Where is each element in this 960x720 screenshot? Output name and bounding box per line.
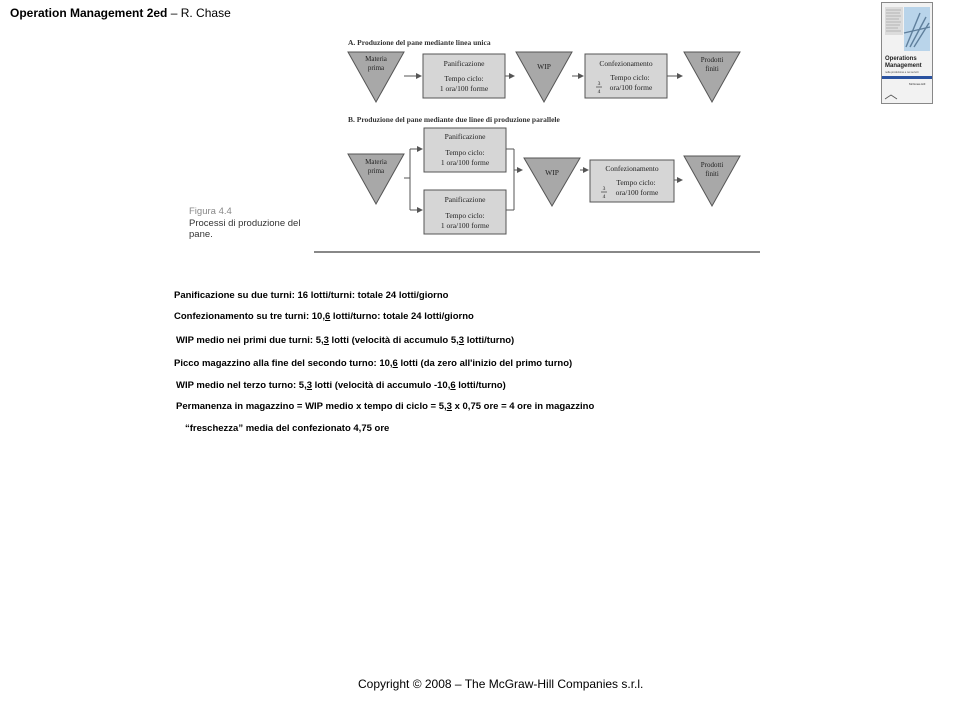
tempo-ciclo-label-b2: Tempo ciclo: xyxy=(445,211,485,220)
tempo-ciclo-label-b1: Tempo ciclo: xyxy=(445,148,485,157)
page-header-title xyxy=(10,6,231,20)
conf-fraction-num-b: 3 xyxy=(602,186,606,192)
note-freschezza xyxy=(185,423,389,434)
book-title-line1: Operations xyxy=(885,56,917,62)
note-3-b: lotti (velocità di accumulo 5, xyxy=(328,335,459,346)
prodotti-label-b-2: finiti xyxy=(705,170,719,178)
note-wip-terzo-turno xyxy=(176,380,506,391)
book-subtitle: nella produzione e nei servizi xyxy=(885,71,919,74)
materia-label-a-2: prima xyxy=(367,64,385,72)
note-permanenza xyxy=(176,401,594,412)
conf-fraction-num-a: 3 xyxy=(597,81,601,87)
panificazione-label-a: Panificazione xyxy=(443,59,485,68)
note-6-a: Permanenza in magazzino = WIP medio x tempo di ciclo = 5, xyxy=(176,401,447,412)
note-5-c: lotti/turno) xyxy=(455,380,506,391)
note-3-a: WIP medio nei primi due turni: 5, xyxy=(176,335,324,346)
wip-triangle-b xyxy=(524,158,580,206)
note-3-u2: 3 xyxy=(458,335,465,346)
figure-caption-line2: pane. xyxy=(189,229,213,240)
book-title-line2: Management xyxy=(885,63,922,69)
prodotti-label-b-1: Prodotti xyxy=(700,161,724,169)
conf-rate-b: ora/100 forme xyxy=(615,188,659,197)
tempo-ciclo-label-a2: Tempo ciclo: xyxy=(610,73,650,82)
book-cover-art xyxy=(882,3,932,103)
note-7-text: “freschezza” media del confezionato 4,75 ore xyxy=(185,423,390,434)
note-2-u: 6 xyxy=(324,311,331,322)
note-4-u: 6 xyxy=(392,358,398,369)
wip-triangle-a xyxy=(516,52,572,102)
note-2-a: Confezionamento su tre turni: 10, xyxy=(174,311,325,322)
wip-label-b: WIP xyxy=(545,168,559,177)
prodotti-label-a-1: Prodotti xyxy=(700,56,724,64)
conf-fraction-den-b: 4 xyxy=(602,194,606,200)
note-5-a: WIP medio nel terzo turno: 5, xyxy=(176,380,307,391)
prodotti-label-a-2: finiti xyxy=(705,65,719,73)
pan-rate-a: 1 ora/100 forme xyxy=(439,84,489,93)
note-4-b: lotti (da zero all'inizio del primo turno) xyxy=(397,358,573,369)
pan-rate-b1: 1 ora/100 forme xyxy=(440,158,490,167)
tempo-ciclo-label-a1: Tempo ciclo: xyxy=(444,74,484,83)
note-confezionamento xyxy=(174,311,474,322)
panificazione-label-b2: Panificazione xyxy=(444,195,486,204)
note-5-b: lotti (velocità di accumulo -10, xyxy=(312,380,451,391)
materia-label-b-1: Materia xyxy=(365,158,387,166)
note-picco-magazzino xyxy=(174,358,572,369)
note-6-u: 3 xyxy=(446,401,452,412)
note-5-u2: 6 xyxy=(450,380,456,391)
note-1-text: Panificazione su due turni: 16 lotti/turni: totale 24 lotti/giorno xyxy=(174,290,449,301)
note-wip-primi-turni xyxy=(176,335,514,346)
panificazione-label-b1: Panificazione xyxy=(444,132,486,141)
figure-caption-line1: Processi di produzione del xyxy=(189,218,301,229)
materia-label-a-1: Materia xyxy=(365,55,387,63)
wip-label-a: WIP xyxy=(537,62,551,71)
bread-production-figure xyxy=(188,30,766,258)
note-4-a: Picco magazzino alla fine del secondo turno: 10, xyxy=(174,358,393,369)
process-diagram xyxy=(188,30,766,258)
tempo-ciclo-label-b3: Tempo ciclo: xyxy=(616,178,656,187)
figure-caption-title: Figura 4.4 xyxy=(189,206,232,217)
book-publisher: McGraw-Hill xyxy=(909,82,926,86)
section-b-title: B. Produzione del pane mediante due linee di produzione parallele xyxy=(348,115,560,124)
confezionamento-label-a: Confezionamento xyxy=(599,59,653,68)
header-title-author: – R. Chase xyxy=(167,6,231,20)
confezionamento-label-b: Confezionamento xyxy=(605,164,659,173)
book-cover-image xyxy=(881,2,933,104)
materia-label-b-2: prima xyxy=(367,167,385,175)
note-5-u1: 3 xyxy=(306,380,313,391)
section-a-title: A. Produzione del pane mediante linea unica xyxy=(348,38,491,47)
header-title-bold: Operation Management 2ed xyxy=(10,6,168,20)
pan-rate-b2: 1 ora/100 forme xyxy=(440,221,490,230)
note-panificazione xyxy=(174,290,448,301)
conf-rate-a: ora/100 forme xyxy=(609,83,653,92)
note-3-u1: 3 xyxy=(323,335,329,346)
footer-copyright: Copyright © 2008 – The McGraw-Hill Companies s.r.l. xyxy=(358,677,644,691)
note-3-c: lotti/turno) xyxy=(464,335,515,346)
note-6-b: x 0,75 ore = 4 ore in magazzino xyxy=(451,401,595,412)
conf-fraction-den-a: 4 xyxy=(597,89,601,95)
note-2-b: lotti/turno: totale 24 lotti/giorno xyxy=(330,311,474,322)
